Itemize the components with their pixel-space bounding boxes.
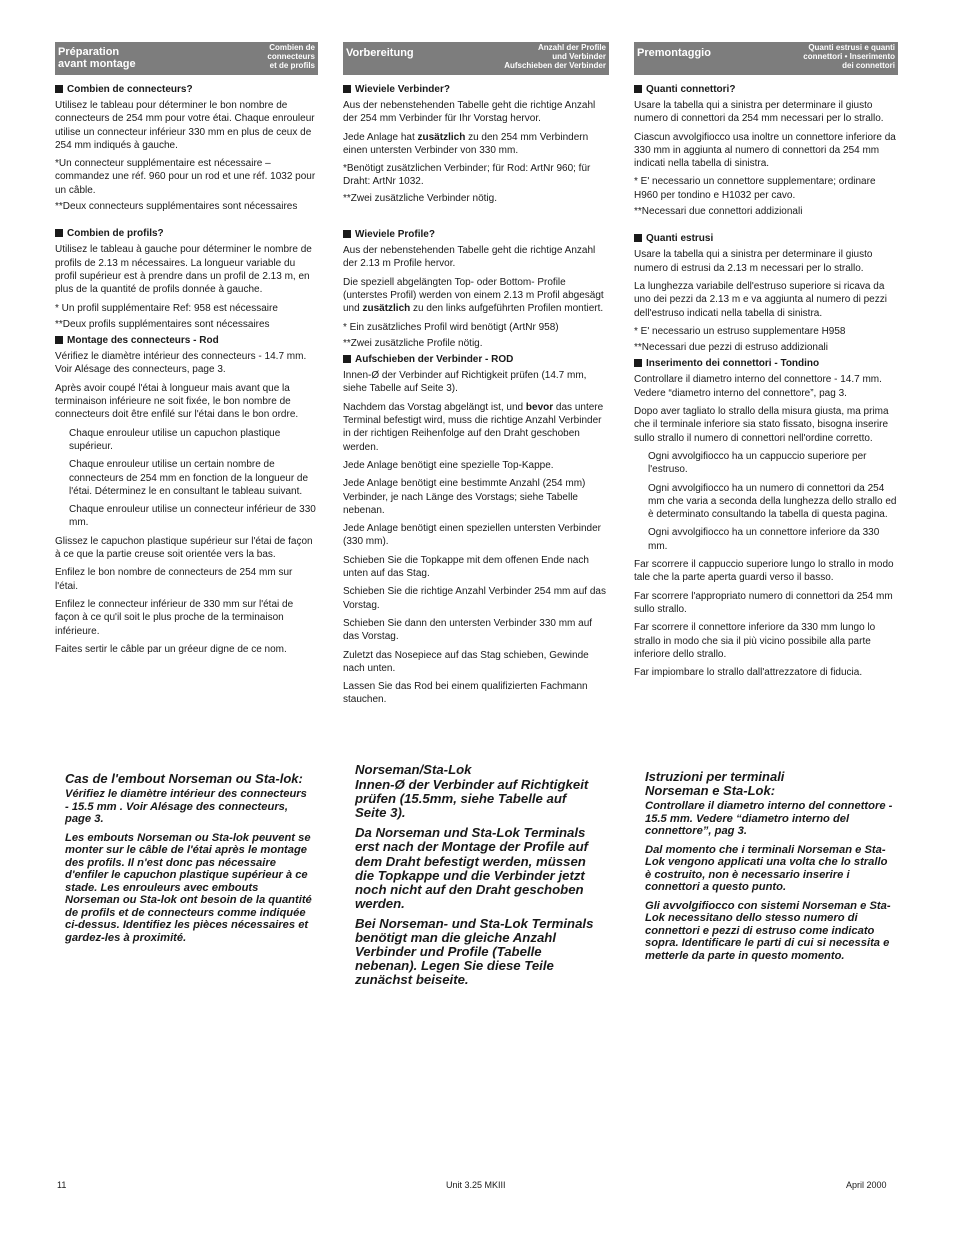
section-header-french [55, 42, 318, 75]
terminal-note-paragraph: Innen-Ø der Verbinder auf Richtigkeit prüfen (15.5mm, siehe Tabelle auf Seite 3). [355, 777, 589, 821]
paragraph: Zuletzt das Nosepiece auf das Stag schieben, Gewinde nach unten. [343, 649, 589, 674]
square-bullet-icon [634, 234, 642, 242]
heading-profiles: Quanti estrusi [634, 232, 898, 245]
square-bullet-icon [55, 85, 63, 93]
paragraph: Nachdem das Vorstag abgelängt ist, und bevor das untere Terminal befestigt wird, muss die richtige Anzahl Verbinder in der richtigen Reihenfolge auf den Draht geschoben werden. [343, 401, 604, 453]
footnote: *Benötigt zusätzlichen Verbinder; für Rod: ArtNr 960; für Draht: ArtNr 1032. [343, 163, 591, 188]
paragraph: Aus der nebenstehenden Tabelle geht die richtige Anzahl der 254 mm Verbinder für Ihr Vorstag hervor. [343, 100, 596, 125]
indented-item: Ogni avvolgifiocco ha un cappuccio superiore per l'estruso. [648, 450, 867, 476]
footnote: * Ein zusätzliches Profil wird benötigt (ArtNr 958) [343, 321, 559, 333]
paragraph: Faites sertir le câble par un gréeur digne de ce nom. [55, 643, 287, 655]
paragraph: Schieben Sie dann den untersten Verbinder 330 mm auf das Vorstag. [343, 617, 593, 643]
paragraph: Controllare il diametro interno del connettore - 14.7 mm. Vedere “diametro interno del connettore”, pag 3. [634, 374, 882, 399]
indented-item: Ogni avvolgifiocco ha un numero di connettori da 254 mm che varia a seconda della lunghezza dello strallo ed è determinato consultando la tabella di questa pagina. [648, 482, 897, 521]
paragraph: Jede Anlage benötigt eine bestimmte Anzahl (254 mm) Verbinder, je nach Länge des Vorstags; siehe Tabelle nebenan. [343, 478, 586, 516]
footnote: **Necessari due connettori addizionali [634, 206, 803, 218]
paragraph: Usare la tabella qui a sinistra per determinare il giusto numero di estrusi da 2.13 m necessari per lo strallo. [634, 249, 873, 274]
terminal-note-paragraph: Vérifiez le diamètre intérieur des connecteurs - 15.5 mm . Voir Alésage des connecteurs, page 3. [65, 788, 307, 825]
page-number: 11 [57, 1180, 67, 1190]
paragraph: Far scorrere il connettore inferiore da 330 mm lungo lo strallo in modo che sia il più vicino possibile alla parte inferiore dello strallo. [634, 622, 876, 660]
paragraph: Après avoir coupé l'étai à longueur mais avant que la terminaison inférieure ne soit fixée, le bon nombre de connecteurs doit être enfilé sur l'étai dans le bon ordre. [55, 382, 299, 421]
terminal-note-french [65, 772, 313, 950]
header-subtitle: Anzahl der Profile und Verbinder Aufschieben der Verbinder [504, 43, 606, 70]
paragraph: Schieben Sie die Topkappe mit dem offenen Ende nach unten auf das Stag. [343, 554, 589, 580]
paragraph: Innen-Ø der Verbinder auf Richtigkeit prüfen (14.7 mm, siehe Tabelle auf Seite 3). [343, 370, 587, 395]
heading-connectors: Quanti connettori? [634, 83, 898, 96]
footnote: * E' necessario un connettore supplementare; ordinare H960 per tondino e H1032 per cavo. [634, 176, 876, 201]
terminal-note-paragraph: Gli avvolgifiocco con sistemi Norseman e Sta-Lok necessitano dello stesso numero di connettori e pezzi di estruso come indicato sopra. Identificare le parti di cui si necessita e metterle da parte in questo momento. [645, 899, 891, 962]
paragraph: Usare la tabella qui a sinistra per determinare il giusto numero di connettori da 254 mm necessari per lo strallo. [634, 100, 884, 125]
spacer [343, 208, 609, 228]
terminal-note-paragraph: Bei Norseman- und Sta-Lok Terminals benötigt man die gleiche Anzahl Verbinder und Profile (Tabelle nebenan). Legen Sie diese Teile zunächst beiseite. [355, 915, 594, 988]
terminal-note-title: Cas de l'embout Norseman ou Sta-lok: [65, 771, 303, 786]
terminal-note-title: Istruzioni per terminali Norseman e Sta-Lok: [645, 769, 785, 798]
heading-profiles: Combien de profils? [55, 227, 318, 240]
square-bullet-icon [55, 229, 63, 237]
indented-item: Chaque enrouleur utilise un certain nombre de connecteurs de 254 mm en fonction de la longueur de l'étai. Déterminez le en consultant le tableau suivant. [69, 459, 309, 497]
paragraph: Jede Anlage benötigt einen speziellen untersten Verbinder (330 mm). [343, 523, 601, 548]
paragraph: Schieben Sie die richtige Anzahl Verbinder 254 mm auf das Vorstag. [343, 586, 606, 611]
section-header-italian [634, 42, 898, 75]
footer-date: April 2000 [846, 1180, 887, 1190]
paragraph: La lunghezza variabile dell'estruso superiore si ricava da uno dei pezzi da 2.13 m e va aggiunta al numero di pezzi dell'estruso indicati nella tabella di sinistra. [634, 280, 887, 319]
paragraph: Enfilez le connecteur inférieur de 330 mm sur l'étai de façon à ce qu'il soit le plus proche de la terminaison inférieure. [55, 598, 294, 637]
paragraph: Utilisez le tableau à gauche pour déterminer le nombre de profils de 2.13 m nécessaires. La longueur variable du profil supérieur est à prendre dans un profil de 2.13 m, en plus de la quantité de profils donnée à gauche. [55, 244, 312, 296]
paragraph: Far scorrere l'appropriato numero di connettori da 254 mm sullo strallo. [634, 590, 893, 615]
paragraph: Ciascun avvolgifiocco usa inoltre un connettore inferiore da 330 mm in aggiunta al numero di connettori da 254 mm indicati nella tabella di sinistra. [634, 131, 896, 170]
terminal-note-paragraph: Dal momento che i terminali Norseman e Sta-Lok vengono applicati una volta che lo strallo è costruito, non è necessario inserire i connettori a questo punto. [645, 843, 888, 893]
footnote: **Deux connecteurs supplémentaires sont nécessaires [55, 201, 298, 213]
terminal-note-paragraph: Controllare il diametro interno del connettore - 15.5 mm. Vedere “diametro interno del connettore”, pag 3. [645, 800, 893, 837]
square-bullet-icon [343, 85, 351, 93]
indented-item: Ogni avvolgifiocco ha un connettore inferiore da 330 mm. [648, 527, 880, 552]
square-bullet-icon [634, 85, 642, 93]
paragraph: Lassen Sie das Rod bei einem qualifizierten Fachmann stauchen. [343, 681, 588, 706]
square-bullet-icon [343, 230, 351, 238]
paragraph: Die speziell abgelängten Top- oder Bottom- Profile (unterstes Profil) werden von einem 2.13 m Profil abgesägt und zusätzlich zu den links aufgeführten Profilen montiert. [343, 276, 604, 315]
paragraph: Glissez le capuchon plastique supérieur sur l'étai de façon à ce que la partie creuse soit orientée vers la bas. [55, 535, 313, 561]
body-german [343, 75, 609, 707]
paragraph: Aus der nebenstehenden Tabelle geht die richtige Anzahl der 2.13 m Profile hervor. [343, 245, 596, 270]
body-french [55, 75, 318, 656]
header-subtitle: Quanti estrusi e quanti connettori • Inserimento dei connettori [803, 43, 895, 70]
footnote: **Deux profils supplémentaires sont nécessaires [55, 318, 270, 330]
footnote: * Un profil supplémentaire Ref: 958 est nécessaire [55, 302, 278, 314]
terminal-note-german [355, 763, 595, 993]
heading-connectors: Combien de connecteurs? [55, 83, 318, 96]
body-italian [634, 75, 898, 679]
terminal-note-paragraph: Les embouts Norseman ou Sta-lok peuvent se monter sur le câble de l'étai après le montage des profils. Il n'est donc pas nécessaire d'enfiler le capuchon plastique supérieur à ce stade. Les enrouleurs avec embouts Norseman ou Sta-lok ont besoin de la quantité de profils et de connecteurs comme indiquée ci-dessus. Identifiez les pièces nécessaires et gardez-les à proximité. [65, 831, 312, 944]
column-italian [634, 42, 898, 684]
footer-unit: Unit 3.25 MKIII [446, 1180, 506, 1190]
paragraph: Far scorrere il cappuccio superiore lungo lo strallo in modo tale che la parte aperta guardi verso il basso. [634, 559, 894, 584]
header-subtitle: Combien de connecteurs et de profils [267, 43, 315, 70]
paragraph: Jede Anlage hat zusätzlich zu den 254 mm Verbindern einen untersten Verbinder von 330 mm. [343, 131, 589, 156]
heading-profiles: Wieviele Profile? [343, 228, 609, 241]
paragraph: Jede Anlage benötigt eine spezielle Top-Kappe. [343, 459, 554, 471]
indented-item: Chaque enrouleur utilise un connecteur inférieur de 330 mm. [69, 504, 316, 529]
paragraph: Dopo aver tagliato lo strallo della misura giusta, ma prima che il terminale inferiore sia stato fissato, bisogna inserire sullo strallo il numero di connettori nell'ordine corretto. [634, 406, 889, 444]
spacer [55, 216, 318, 227]
heading-mounting: Montage des connecteurs - Rod [55, 334, 318, 347]
footnote: * E' necessario un estruso supplementare H958 [634, 325, 846, 337]
heading-mounting: Inserimento dei connettori - Tondino [634, 357, 898, 370]
footnote: *Un connecteur supplémentaire est nécessaire – commandez une réf. 960 pour un rod et une réf. 1032 pour un câble. [55, 158, 316, 196]
indented-item: Chaque enrouleur utilise un capuchon plastique supérieur. [69, 427, 281, 452]
paragraph: Vérifiez le diamètre intérieur des connecteurs - 14.7 mm. Voir Alésage des connecteurs, page 3. [55, 351, 307, 376]
terminal-note-title: Norseman/Sta-Lok [355, 762, 472, 777]
header-title: Préparation avant montage [58, 46, 136, 70]
header-title: Premontaggio [637, 47, 711, 59]
column-german [343, 42, 609, 712]
paragraph: Utilisez le tableau pour déterminer le bon nombre de connecteurs de 254 mm pour votre étai. Chaque enrouleur utilise un connecteur inférieur 330 mm en plus de ceux de 254 mm indiqués à gauche. [55, 100, 315, 151]
footnote: **Zwei zusätzliche Profile nötig. [343, 337, 483, 349]
square-bullet-icon [55, 336, 63, 344]
footnote: **Zwei zusätzliche Verbinder nötig. [343, 192, 497, 204]
heading-mounting: Aufschieben der Verbinder - ROD [343, 353, 609, 366]
spacer [634, 221, 898, 232]
terminal-note-paragraph: Da Norseman und Sta-Lok Terminals erst nach der Montage der Profile auf dem Draht befestigt werden, müssen die Topkappe und die Verbinder jetzt noch nicht auf den Draht geschoben werden. [355, 825, 589, 911]
terminal-note-italian [645, 770, 895, 968]
column-french [55, 42, 318, 661]
paragraph: Far impiombare lo strallo dall'attrezzatore di fiducia. [634, 667, 863, 679]
paragraph: Enfilez le bon nombre de connecteurs de 254 mm sur l'étai. [55, 567, 293, 592]
footnote: **Necessari due pezzi di estruso addizionali [634, 342, 828, 354]
square-bullet-icon [634, 359, 642, 367]
header-title: Vorbereitung [346, 47, 414, 59]
square-bullet-icon [343, 355, 351, 363]
section-header-german [343, 42, 609, 75]
heading-connectors: Wieviele Verbinder? [343, 83, 609, 96]
